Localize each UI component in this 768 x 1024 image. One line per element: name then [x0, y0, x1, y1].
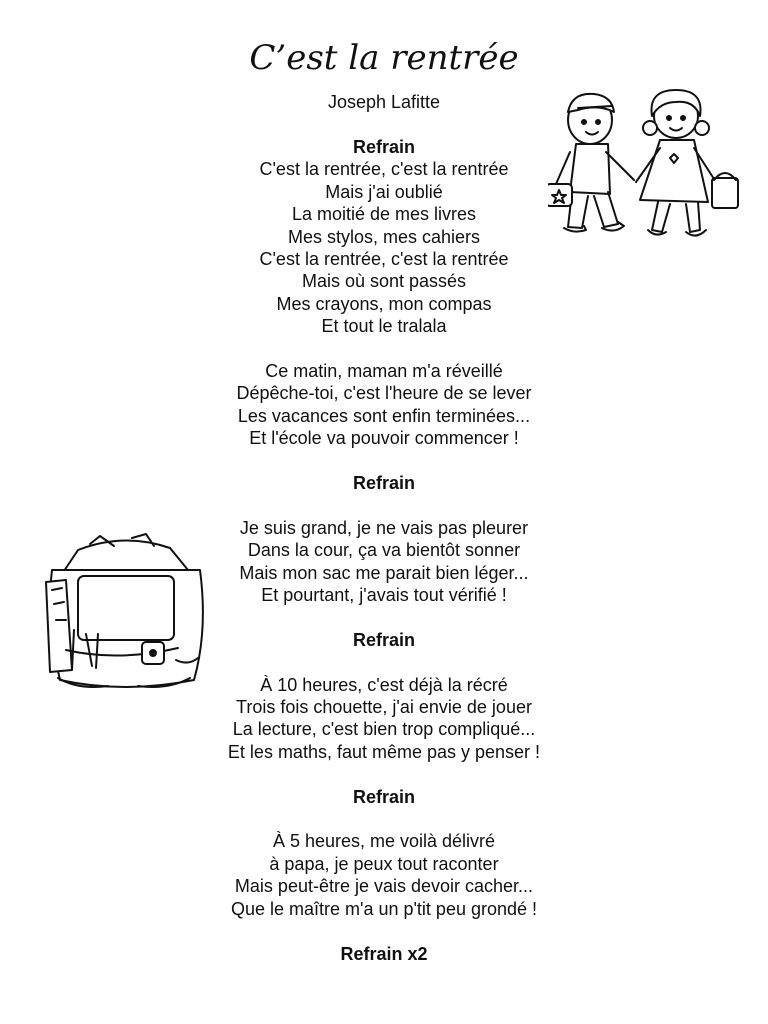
refrain-heading: Refrain: [352, 137, 415, 157]
verse-line: À 5 heures, me voilà délivré: [272, 831, 496, 852]
verse-line: Mais peut-être je vais devoir cacher...: [234, 876, 534, 897]
poem-body: [0, 136, 768, 987]
verse-line: Et les maths, faut même pas y penser !: [227, 741, 541, 762]
verse-line: La lecture, c'est bien trop compliqué...: [232, 719, 536, 740]
verse-1: [0, 360, 768, 450]
verse-2: [0, 517, 768, 607]
refrain-marker-4: [0, 786, 768, 808]
verse-line: Trois fois chouette, j'ai envie de jouer: [236, 697, 532, 718]
verse-line: Dans la cour, ça va bientôt sonner: [247, 540, 521, 561]
verse-line: Et pourtant, j'avais tout vérifié !: [261, 585, 507, 606]
poem-author: Joseph Lafitte: [327, 92, 441, 112]
refrain-heading: Refrain: [352, 473, 415, 494]
verse-line: Que le maître m'a un p'tit peu grondé !: [230, 898, 538, 919]
refrain-line: C'est la rentrée, c'est la rentrée: [259, 159, 509, 180]
verse-line: à papa, je peux tout raconter: [269, 853, 499, 874]
verse-line: Ce matin, maman m'a réveillé: [265, 361, 503, 382]
refrain-line: Mes stylos, mes cahiers: [287, 226, 481, 247]
verse-line: Je suis grand, je ne vais pas pleurer: [239, 517, 529, 538]
verse-3: [0, 674, 768, 764]
verse-4: [0, 830, 768, 920]
refrain-heading: Refrain: [352, 629, 415, 650]
refrain-line: C'est la rentrée, c'est la rentrée: [259, 249, 509, 270]
poem-title: C’est la rentrée: [249, 38, 519, 78]
verse-line: Et l'école va pouvoir commencer !: [249, 428, 519, 449]
refrain-heading: Refrain x2: [340, 943, 428, 964]
refrain-line: Mais où sont passés: [301, 271, 467, 292]
refrain-marker-2: [0, 472, 768, 494]
verse-line: Les vacances sont enfin terminées...: [237, 405, 531, 426]
refrain-line: La moitié de mes livres: [291, 204, 477, 225]
verse-line: Dépêche-toi, c'est l'heure de se lever: [236, 383, 532, 404]
refrain-line: Mes crayons, mon compas: [276, 293, 492, 314]
refrain-marker-3: [0, 629, 768, 651]
refrain-final: [0, 943, 768, 965]
refrain-stanza: [0, 136, 768, 338]
refrain-line: Et tout le tralala: [321, 316, 447, 337]
verse-line: Mais mon sac me parait bien léger...: [239, 562, 529, 583]
refrain-heading: Refrain: [352, 786, 415, 807]
verse-line: À 10 heures, c'est déjà la récré: [260, 674, 508, 695]
refrain-line: Mais j'ai oublié: [325, 181, 443, 202]
